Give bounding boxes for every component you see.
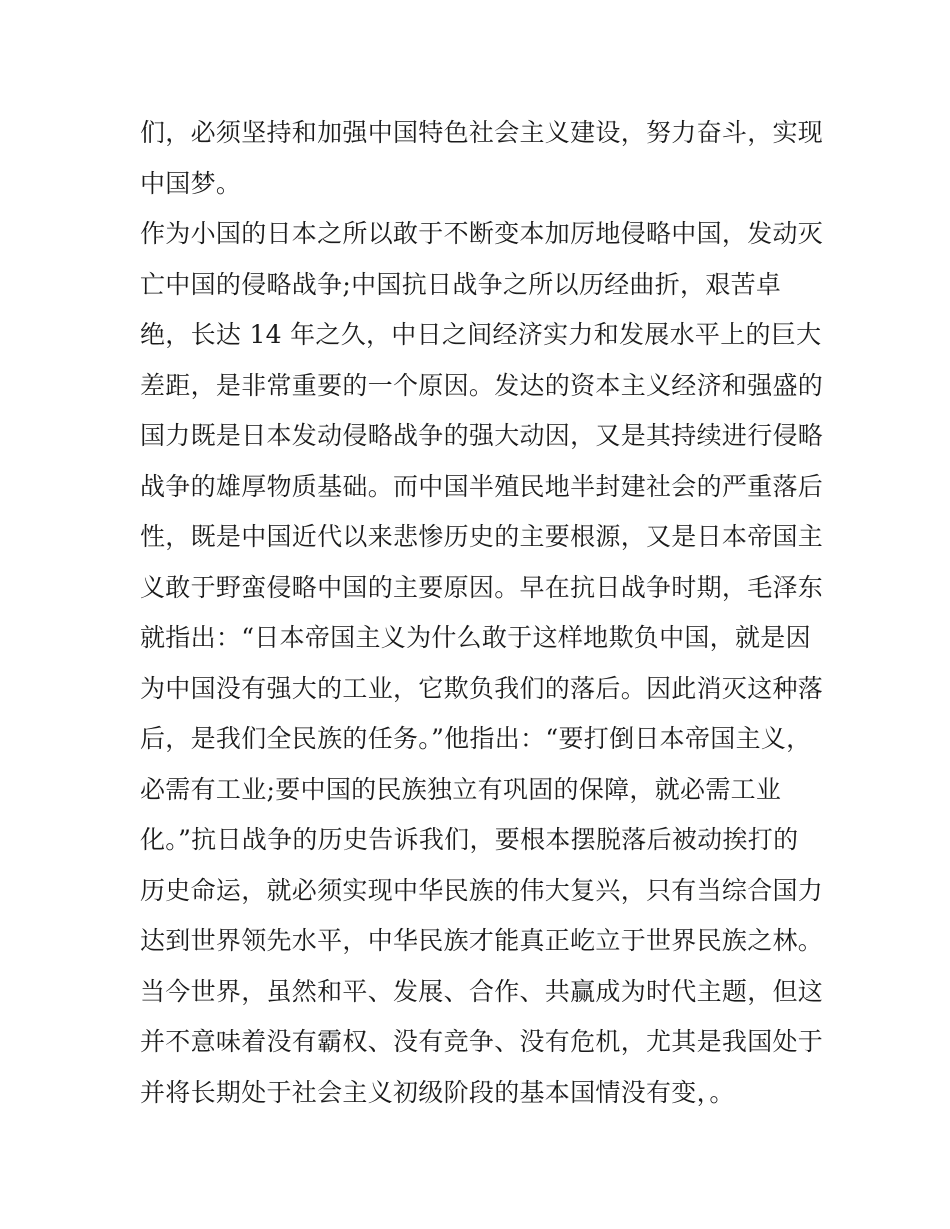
text-line-20: 并将长期处于社会主义初级阶段的基本国情没有变，。	[140, 1077, 735, 1107]
text-line-7: 国力既是日本发动侵略战争的强大动因，又是其持续进行侵略	[140, 421, 824, 450]
text-line-2: 中国梦。	[140, 168, 242, 198]
text-line-9: 性，既是中国近代以来悲惨历史的主要根源，又是日本帝国主	[140, 522, 824, 551]
text-line-10: 义敢于野蛮侵略中国的主要原因。早在抗日战争时期，毛泽东	[140, 572, 824, 602]
text-line-13: 后，是我们全民族的任务。”他指出：“要打倒日本帝国主义，	[140, 724, 812, 753]
text-line-16: 历史命运，就必须实现中华民族的伟大复兴，只有当综合国力	[140, 875, 824, 905]
text-line-6: 差距，是非常重要的一个原因。发达的资本主义经济和强盛的	[140, 370, 824, 400]
text-line-15: 化。”抗日战争的历史告诉我们，要根本摆脱落后被动挨打的	[140, 825, 799, 854]
body-text	[140, 108, 824, 1118]
text-line-12: 为中国没有强大的工业，它欺负我们的落后。因此消灭这种落	[140, 673, 824, 703]
text-line-3: 作为小国的日本之所以敢于不断变本加厉地侵略中国，发动灭	[140, 219, 824, 248]
text-line-17: 达到世界领先水平，中华民族才能真正屹立于世界民族之林。	[140, 926, 824, 955]
text-line-14: 必需有工业;要中国的民族独立有巩固的保障，就必需工业	[140, 774, 782, 804]
text-line-18: 当今世界，虽然和平、发展、合作、共赢成为时代主题，但这	[140, 976, 824, 1006]
text-line-11: 就指出：“日本帝国主义为什么敢于这样地欺负中国，就是因	[140, 623, 811, 652]
text-line-4: 亡中国的侵略战争;中国抗日战争之所以历经曲折，艰苦卓	[140, 269, 782, 299]
text-line-1: 们，必须坚持和加强中国特色社会主义建设，努力奋斗，实现	[140, 118, 824, 147]
text-line-19: 并不意味着没有霸权、没有竞争、没有危机，尤其是我国处于	[140, 1027, 824, 1056]
text-line-8: 战争的雄厚物质基础。而中国半殖民地半封建社会的严重落后	[140, 471, 824, 501]
text-line-5: 绝，长达 14 年之久，中日之间经济实力和发展水平上的巨大	[140, 320, 822, 349]
